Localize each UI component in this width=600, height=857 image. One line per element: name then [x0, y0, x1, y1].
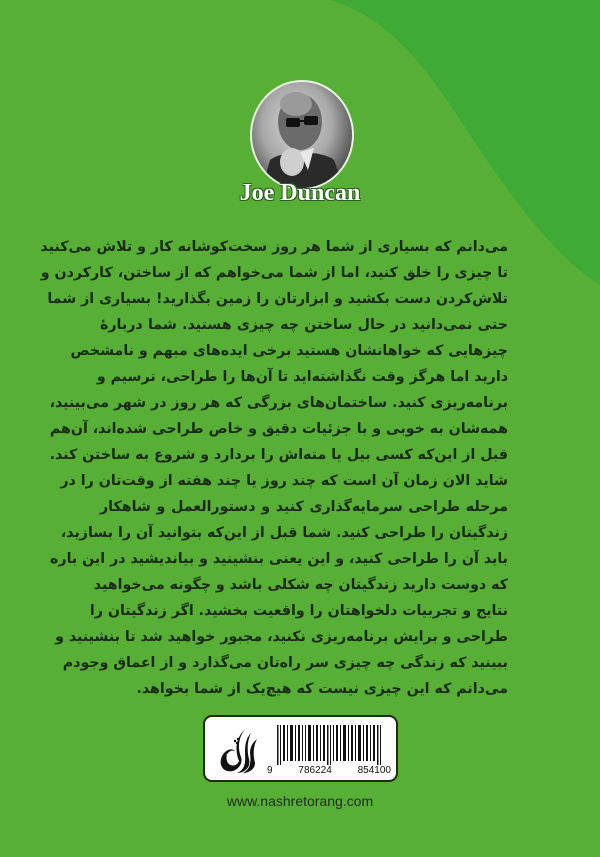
isbn-prefix: 9	[267, 765, 273, 776]
peacock-logo-icon	[215, 725, 263, 775]
blurb-line: تا چیزی را خلق کنید، اما از شما می‌خواهم که از ساختن، کارکردن و	[40, 265, 508, 281]
blurb-line: طراحی و برایش برنامه‌ریزی نکنید، مجبور خواهید شد تا بنشینید و	[55, 629, 508, 645]
blurb-line: شاید الان زمان آن است که چند روز یا چند هفته از وقت‌تان را در	[60, 473, 508, 489]
blurb-line: چیزهایی که خواهانشان هستید برخی ایده‌های مبهم و نامشخص	[70, 343, 508, 359]
blurb-line: می‌دانم که بسیاری از شما هر روز سخت‌کوشانه کار و تلاش می‌کنید	[40, 239, 508, 255]
blurb-line: همه‌شان به خوبی و با جزئیات دقیق و خاص طراحی شده‌اند، آن‌هم	[49, 421, 508, 437]
blurb-line: تلاش‌کردن دست بکشید و ابزارتان را زمین بگذارید! بسیاری از شما	[47, 291, 508, 307]
blurb-line: قبل از این‌که کسی بیل یا مته‌اش را بردارد و شروع به ساختن کند.	[49, 447, 508, 463]
barcode-panel	[203, 715, 398, 782]
blurb-line: می‌دانم که این چیزی نیست که هیچ‌یک از شما بخواهد.	[136, 681, 508, 697]
blurb-line: دارید اما هرگز وقت نگذاشته‌اید تا آن‌ها را طراحی، ترسیم و	[96, 369, 508, 385]
isbn-group-1: 786224	[298, 765, 332, 776]
publisher-website: www.nashretorang.com	[226, 793, 374, 809]
blurb-line: ببینید که زندگی چه چیزی سر راه‌تان می‌گذارد و از اعماق وجودم	[62, 655, 508, 671]
blurb-line: مرحله طراحی سرمایه‌گذاری کنید و دستورالعمل و شاهکار	[100, 499, 508, 515]
blurb-line: که دوست دارید زندگیتان چه شکلی باشد و چگونه می‌خواهید	[93, 577, 508, 593]
back-cover-blurb	[40, 234, 508, 702]
isbn-group-2: 854100	[357, 765, 391, 776]
author-photo	[250, 80, 354, 190]
blurb-line: برنامه‌ریزی کنید. ساختمان‌های بزرگی که هر روز در شهر می‌بینید،	[49, 395, 508, 411]
blurb-line: نتایج و تجربیات دلخواهتان را واقعیت بخشید. اگر زندگیتان را	[89, 603, 508, 619]
author-name: Joe Duncan	[239, 180, 361, 206]
blurb-line: زندگیتان را طراحی کنید. شما قبل از این‌که بتوانید آن را بسازید،	[60, 525, 508, 541]
isbn-number	[267, 765, 391, 776]
author-portrait-icon	[252, 82, 352, 188]
blurb-line: باید آن را طراحی کنید، و این یعنی بنشینید و بیاندیشید در این باره	[50, 551, 508, 567]
isbn-barcode	[277, 725, 382, 765]
blurb-line: حتی نمی‌دانید در حال ساختن چه چیزی هستید. شما دربارهٔ	[100, 317, 508, 333]
